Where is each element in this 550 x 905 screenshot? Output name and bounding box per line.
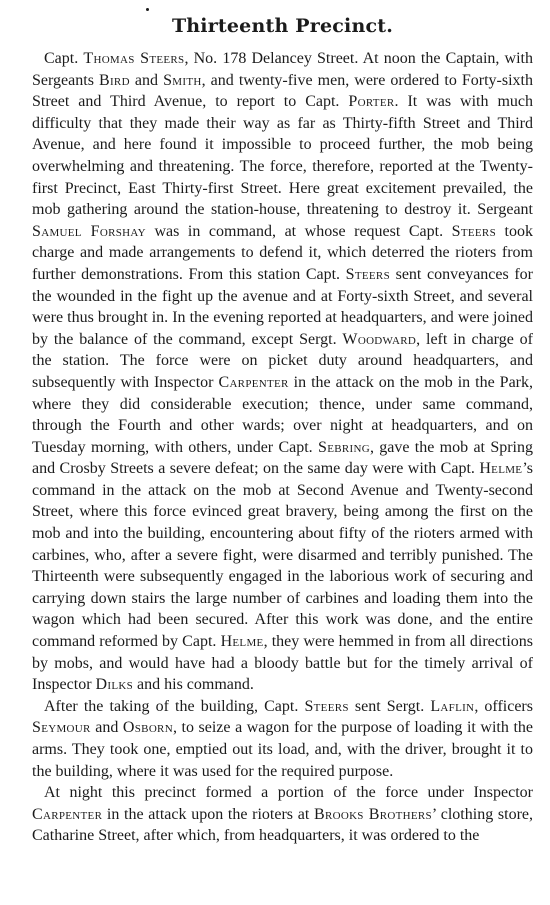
name-small-caps: Woodward [342, 330, 417, 348]
text-run: sent Sergt. [348, 697, 431, 715]
text-run: At night this precinct formed a portion of the force under Inspector [44, 784, 533, 802]
name-small-caps: Steers [304, 697, 349, 715]
name-small-caps: Smith [163, 71, 202, 89]
name-small-caps: Steers [345, 265, 390, 283]
text-run: , gave the mob at Spring and Crosby Streets a severe defeat; on the same day were with Capt. [32, 438, 533, 478]
text-run: , they were hemmed in from all directions by mobs, and would have had a bloody battle but for the timely arrival of Inspector [32, 633, 533, 694]
text-run: ’ clothing store, Catharine Street, after which, from headquarters, it was ordered to the [32, 805, 533, 845]
name-small-caps: Seymour [32, 719, 91, 737]
text-run: took charge and made arrangements to defend it, which deterred the rioters from further demonstrations. From this station Capt. [32, 222, 533, 283]
name-small-caps: Bird [99, 71, 130, 89]
text-run: and [90, 719, 123, 737]
text-run: , officers [474, 697, 533, 715]
name-small-caps: Brooks Brothers [313, 805, 432, 823]
name-small-caps: Thomas Steers [83, 50, 185, 67]
name-small-caps: Porter [348, 93, 395, 111]
name-small-caps: Steers [451, 222, 496, 240]
name-small-caps: Samuel Forshay [32, 222, 146, 240]
text-run: , to seize a wagon for the purpose of loading it with the arms. They took one, emptied out its load, and, with the driver, brought it to the building, where it was used for the required purpose. [32, 719, 533, 780]
page-title: Thirteenth Precinct. [171, 15, 394, 37]
name-small-caps: Helme [220, 633, 264, 651]
text-run: , left in charge of the station. The force were on picket duty around headquarters, and subsequently with Inspector [32, 330, 533, 391]
name-small-caps: Dilks [95, 676, 134, 694]
text-run: in the attack upon the rioters at [102, 805, 314, 823]
name-small-caps: Carpenter [32, 805, 103, 823]
text-run: , No. 178 Delancey Street. At noon the Captain, with Sergeants [32, 50, 534, 89]
text-run: , and twenty-five men, were ordered to Forty-sixth Street and Third Avenue, to report to Capt. [32, 71, 534, 111]
paragraph-main-report [32, 48, 533, 696]
name-small-caps: Sebring [318, 438, 370, 456]
text-run: and his command. [133, 676, 254, 694]
text-run: in the attack on the mob in the Park, where they did considerable execution; thence, under same command, through the Fourth and other wards; over night at headquarters, and on Tuesday morning, with others, under Capt. [32, 373, 534, 456]
text-run: . It was with much difficulty that they made their way as far as Thirty-fifth Street and Third Avenue, and here found it impossible to proceed further, the mob being overwhelming and threatening. The force, therefore, reported at the Twenty-first Precinct, East Thirty-first Street. Here great excitement prevailed, the mob gathering around the station-house, threatening to destroy it. Sergeant [32, 93, 533, 219]
text-run: and [129, 71, 164, 89]
name-small-caps: Laflin [430, 697, 475, 715]
text-run: ’s command in the attack on the mob at Second Avenue and Twenty-second Street, where this force evinced great bravery, being among the first on the mob and into the building, encountering about fifty of the rioters armed with carbines, who, after a severe fight, were disarmed and terribly punished. The Thirteenth were subsequently engaged in the laborious work of securing and carrying down stairs the large number of carbines and loading them into the wagon which had been secured. After this work was done, and the entire command reformed by Capt. [32, 460, 533, 651]
text-run: Capt. [44, 50, 84, 67]
name-small-caps: Osborn [122, 719, 173, 737]
name-small-caps: Carpenter [218, 373, 289, 391]
ink-speck [146, 8, 149, 11]
paragraph-wagon-seizure [32, 696, 533, 782]
name-small-caps: Helme [479, 460, 523, 478]
paragraph-night-attack [32, 782, 533, 847]
text-run: sent conveyances for the wounded in the fight up the avenue and at Forty-sixth Street, and several were thus brought in. In the evening reported at headquarters, and were joined by the balance of the command, except Sergt. [32, 265, 533, 348]
text-run: was in command, at whose request Capt. [145, 222, 452, 240]
text-run: After the taking of the building, Capt. [44, 697, 305, 715]
